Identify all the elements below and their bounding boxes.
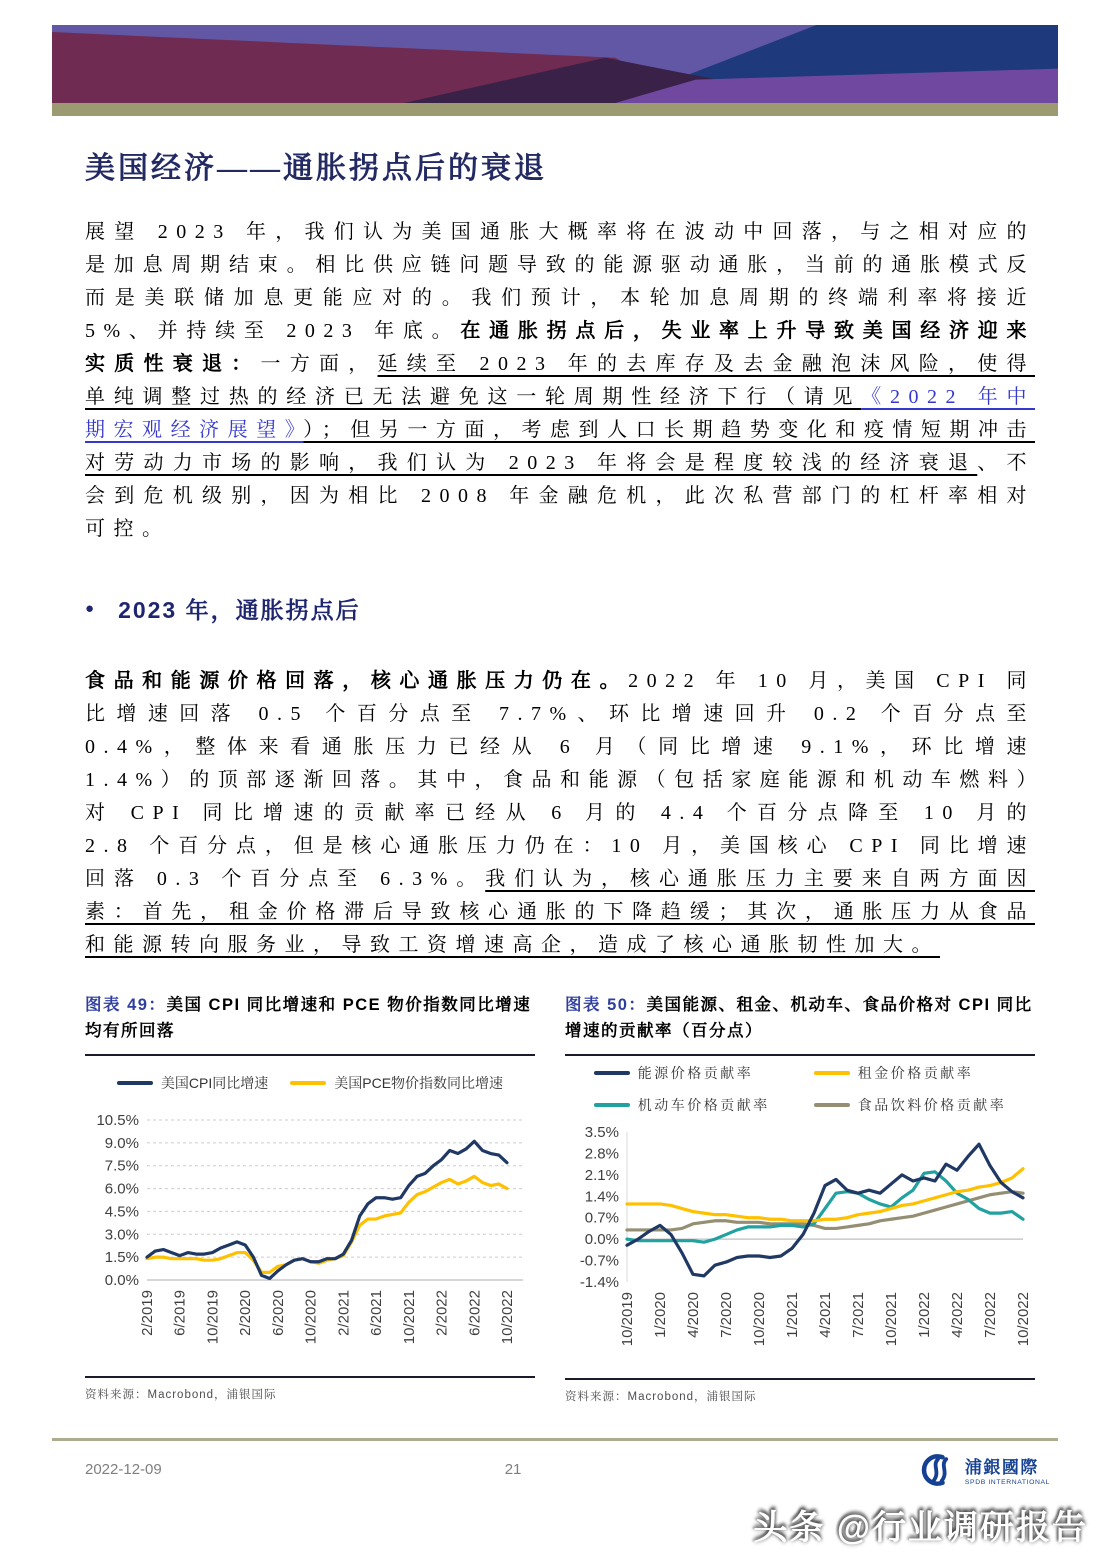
svg-text:6/2020: 6/2020: [269, 1290, 287, 1336]
legend-item: [594, 1063, 770, 1083]
svg-text:7/2021: 7/2021: [850, 1292, 867, 1338]
svg-text:0.0%: 0.0%: [104, 1272, 139, 1289]
legend-item: [594, 1095, 770, 1115]
figure-49-legend: [85, 1056, 535, 1110]
svg-text:7/2020: 7/2020: [718, 1292, 735, 1338]
text-run: 展望 2023 年，我们认为美国通胀大概率将在波动中回落，与之相对应的是加息周期结束。相比供应链问题导致的能源驱动通胀，当前的通胀模式反而是美联储加息更能应对的。我们预计，本轮加息周期的终端利率将接近 5%、并持续至 2023 年底。: [85, 221, 1035, 342]
svg-text:2.1%: 2.1%: [584, 1166, 619, 1184]
figures-row: [85, 992, 1035, 1404]
svg-text:1/2020: 1/2020: [652, 1292, 669, 1338]
figure-50-rule: [565, 1378, 1035, 1380]
figure-50-legend: [565, 1056, 1035, 1122]
svg-text:-1.4%: -1.4%: [579, 1274, 619, 1291]
legend-label: 美国PCE物价指数同比增速: [334, 1075, 504, 1091]
figure-49-label: 图表 49：: [85, 996, 167, 1014]
legend-label: 租金价格贡献率: [857, 1065, 974, 1081]
legend-item: [814, 1063, 1007, 1083]
page-title: 美国经济——通胀拐点后的衰退: [85, 152, 547, 185]
text-run: 2022 年 10 月，美国 CPI 同比增速回落 0.5 个百分点至 7.7%、环比增速回升 0.2 个百分点至 0.4%，整体来看通胀压力已经从 6 月（同比增速 9.1%，环比增速 1.4%）的顶部逐渐回落。其中，食品和能源（包括家庭能源和机动车燃料）对 CPI 同比增速的贡献率已经从 6 月的 4.4 个百分点降至 10 月的 2.8 个百分点，但是核心通胀压力仍在：10 月，美国核心 CPI 同比增速回落 0.3 个百分点至 6.3%。: [85, 670, 1036, 890]
svg-text:2.8%: 2.8%: [584, 1145, 619, 1163]
svg-text:7.5%: 7.5%: [104, 1157, 139, 1175]
svg-text:1.4%: 1.4%: [584, 1188, 619, 1206]
figure-50-source: 资料来源：Macrobond，浦银国际: [565, 1391, 757, 1403]
spdb-logo-text: [965, 1453, 1050, 1486]
svg-text:10/2021: 10/2021: [883, 1292, 900, 1347]
svg-text:0.7%: 0.7%: [584, 1209, 619, 1227]
svg-text:7/2022: 7/2022: [982, 1292, 999, 1338]
figure-50: [565, 992, 1035, 1404]
legend-line-swatch: [290, 1081, 326, 1085]
footer-row: [52, 1453, 1058, 1487]
text-run: 、不会到危机级别，因为相比 2008 年金融危机，此次私营部门的杠杆率相对可控。: [85, 452, 1035, 540]
legend-line-swatch: [814, 1103, 850, 1107]
svg-text:3.0%: 3.0%: [104, 1226, 139, 1244]
section-heading-label: 2023 年，通胀拐点后: [118, 597, 361, 623]
svg-text:10/2022: 10/2022: [1015, 1292, 1032, 1347]
legend-line-swatch: [594, 1071, 630, 1075]
text-run: 食品和能源价格回落，核心通胀压力仍在。: [85, 670, 629, 692]
svg-text:1.5%: 1.5%: [104, 1249, 139, 1267]
svg-text:10/2019: 10/2019: [204, 1290, 222, 1345]
figure-49-source: 资料来源：Macrobond，浦银国际: [85, 1389, 277, 1401]
figure-50-caption: [565, 992, 1035, 1056]
figure-49-chart: [85, 1110, 535, 1372]
svg-text:10/2020: 10/2020: [302, 1290, 320, 1345]
svg-text:9.0%: 9.0%: [104, 1134, 139, 1152]
legend-line-swatch: [814, 1071, 850, 1075]
section-heading: [85, 592, 1035, 625]
svg-text:4/2020: 4/2020: [685, 1292, 702, 1338]
svg-text:4/2022: 4/2022: [949, 1292, 966, 1338]
svg-text:4.5%: 4.5%: [104, 1203, 139, 1221]
legend-item: [290, 1073, 503, 1093]
banner-graphic: [52, 25, 1058, 103]
figure-50-chart: [565, 1122, 1035, 1374]
legend-item: [814, 1095, 1007, 1115]
figure-49-rule: [85, 1376, 535, 1378]
legend-line-swatch: [117, 1081, 153, 1085]
spdb-logo-en: SPDB INTERNATIONAL: [964, 1479, 1050, 1486]
paragraph-outlook: [85, 216, 1035, 546]
figure-50-label: 图表 50：: [565, 996, 647, 1014]
text-run: 一方面，: [260, 353, 378, 375]
figure-50-title: 美国能源、租金、机动车、食品价格对 CPI 同比增速的贡献率（百分点）: [565, 996, 1033, 1040]
svg-text:6/2019: 6/2019: [171, 1290, 189, 1336]
page-number: 21: [504, 1461, 522, 1478]
svg-text:2/2020: 2/2020: [237, 1290, 255, 1336]
footer-rule: [52, 1438, 1058, 1441]
figure-49-caption: [85, 992, 535, 1056]
legend-line-swatch: [594, 1103, 630, 1107]
main-content: [85, 130, 1035, 1404]
legend-label: 能源价格贡献率: [637, 1065, 754, 1081]
figure-49: [85, 992, 535, 1404]
svg-text:10.5%: 10.5%: [96, 1112, 139, 1129]
spdb-logo-icon: [918, 1453, 958, 1487]
svg-text:6/2021: 6/2021: [368, 1290, 386, 1336]
watermark: 头条 @行业调研报告: [753, 1509, 1088, 1547]
text-run: 延续至 2023 年的去库存及去金融泡沫风险，使得单纯调整过热的经济已无法避免这一轮周期性经济下行（请见: [85, 353, 1035, 408]
report-date: 2022-12-09: [85, 1461, 162, 1478]
text-run: 我们认为，核心通胀压力主要来自两方面因素：首先，租金价格滞后导致核心通胀的下降趋缓；其次，通胀压力从食品和能源转向服务业，导致工资增速高企，造成了核心通胀韧性加大。: [85, 868, 1035, 956]
page-footer: [52, 1438, 1058, 1487]
svg-text:2/2019: 2/2019: [139, 1290, 156, 1336]
svg-text:2/2021: 2/2021: [335, 1290, 353, 1336]
svg-text:6/2022: 6/2022: [466, 1290, 484, 1336]
figure-49-title: 美国 CPI 同比增速和 PCE 物价指数同比增速均有所回落: [85, 996, 532, 1040]
svg-text:6.0%: 6.0%: [104, 1180, 139, 1198]
svg-text:10/2020: 10/2020: [751, 1292, 768, 1347]
legend-label: 食品饮料价格贡献率: [857, 1097, 1007, 1113]
svg-text:3.5%: 3.5%: [584, 1124, 619, 1141]
spdb-logo: [918, 1453, 1050, 1487]
paragraph-inflation: [85, 665, 1035, 962]
svg-text:1/2022: 1/2022: [916, 1292, 933, 1338]
svg-text:0.0%: 0.0%: [584, 1231, 619, 1249]
svg-text:10/2021: 10/2021: [400, 1290, 418, 1345]
svg-text:-0.7%: -0.7%: [579, 1252, 619, 1270]
svg-text:1/2021: 1/2021: [784, 1292, 801, 1338]
svg-text:10/2019: 10/2019: [619, 1292, 636, 1347]
bullet-icon: ●: [85, 600, 95, 617]
legend-label: 美国CPI同比增速: [160, 1075, 269, 1091]
legend-label: 机动车价格贡献率: [637, 1097, 770, 1113]
banner-strip: [52, 103, 1058, 116]
svg-text:2/2022: 2/2022: [433, 1290, 451, 1336]
svg-text:10/2022: 10/2022: [499, 1290, 516, 1345]
svg-text:4/2021: 4/2021: [817, 1292, 834, 1338]
legend-item: [117, 1073, 268, 1093]
report-link[interactable]: 《2022 年中期宏观经济展望》: [85, 386, 1035, 441]
text-run: 在通胀拐点后，失业率上升导致美国经济迎来实质性衰退：: [85, 320, 1036, 375]
spdb-logo-cn: 浦銀國際: [964, 1458, 1039, 1477]
text-run: ）；但另一方面，考虑到人口长期趋势变化和疫情短期冲击对劳动力市场的影响，我们认为 2023 年将会是程度较浅的经济衰退: [85, 419, 1036, 474]
